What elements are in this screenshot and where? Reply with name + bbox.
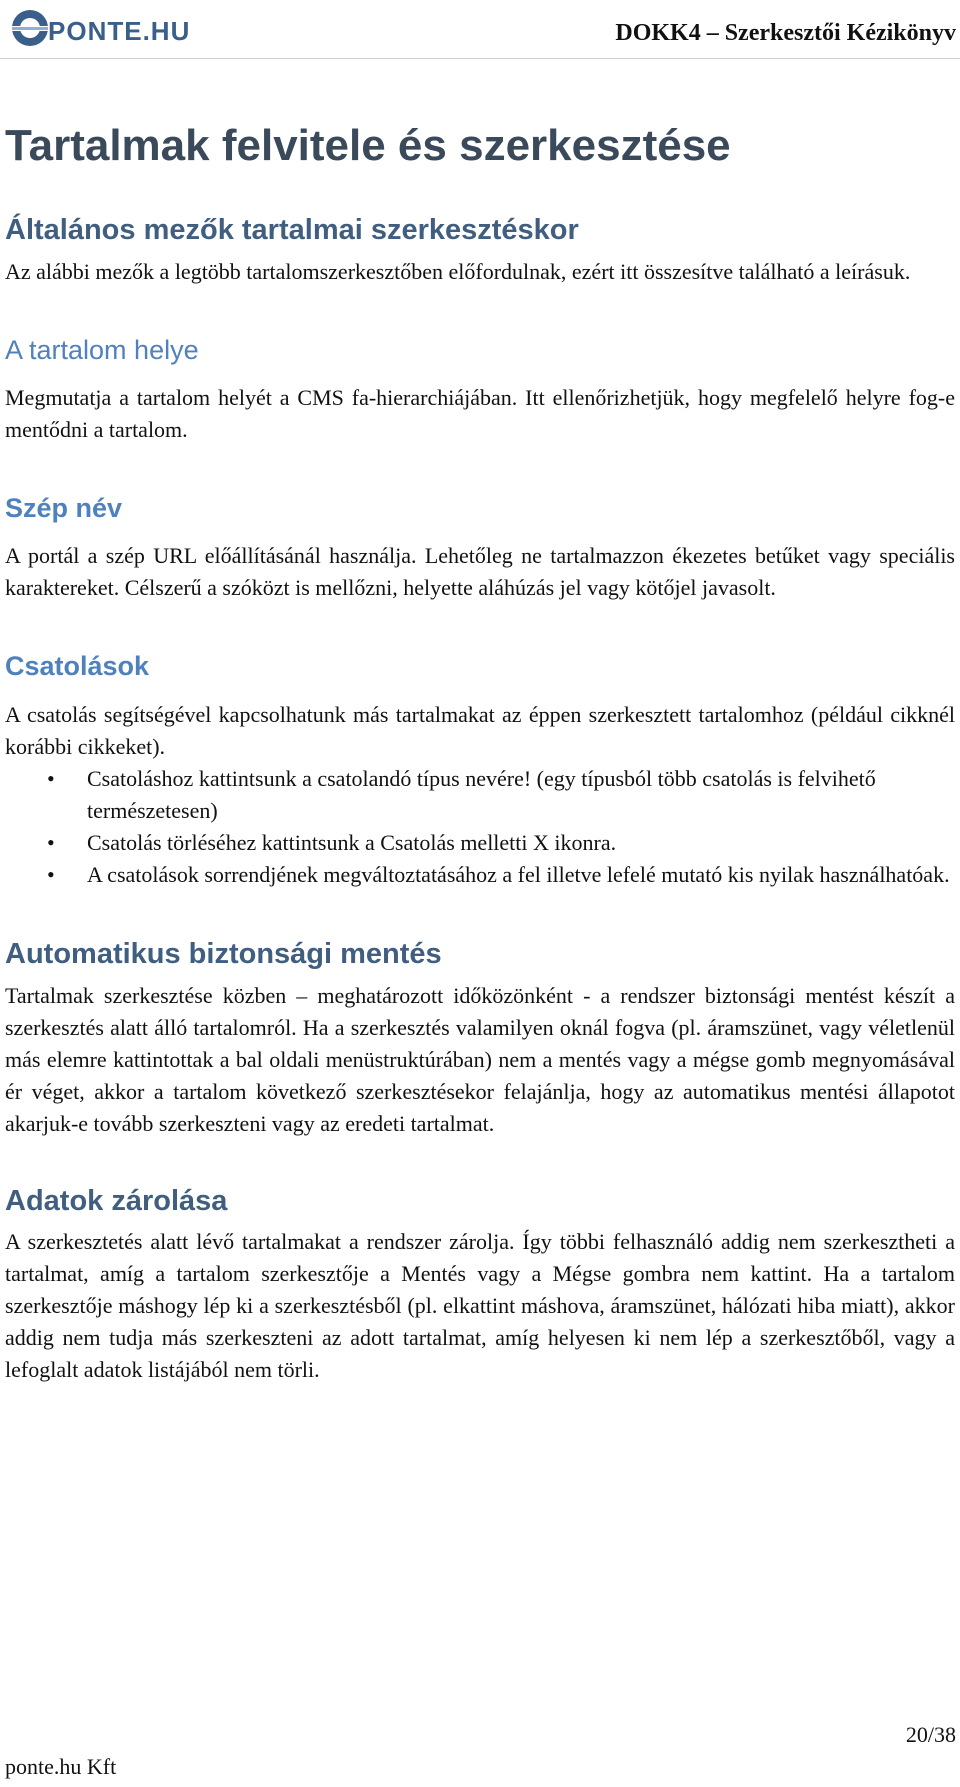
ponte-logo [8, 4, 218, 52]
subsection-heading: Szép név [5, 492, 123, 523]
list-item [5, 827, 955, 859]
header-divider [0, 58, 960, 59]
section-text: Tartalmak szerkesztése közben – meghatározott időközönként - a rendszer biztonsági mentést készít a szerkesztés alatt álló tartalomról. Ha a szerkesztés valamilyen oknál fogva (pl. áramszünet, vagy véletlenül más elemre kattintottak a bal oldali menüstruktúrában) nem a mentés vagy a mégse gomb megnyomásával ér véget, akkor a tartalom következő szerkesztésekor felajánlja, hogy az automatikus mentési állapotot akarjuk-e tovább szerkeszteni vagy az eredeti tartalmat. [5, 982, 955, 1136]
svg-text:PONTE.HU: PONTE.HU [48, 16, 191, 46]
page-header [0, 0, 960, 64]
bullet-icon: • [47, 765, 55, 791]
list-item [5, 859, 955, 891]
section-location [5, 334, 955, 446]
page-number: 20/38 [905, 1722, 956, 1747]
list-item-text: A csatolások sorrendjének megváltoztatásához a fel illetve lefelé mutató kis nyilak használhatóak. [87, 861, 950, 887]
section-autosave [5, 937, 955, 1140]
list-item-text: Csatoláshoz kattintsunk a csatolandó típus nevére! (egy típusból több csatolás is felvihető természetesen) [87, 765, 876, 823]
page-content [5, 120, 955, 1432]
subsection-heading: A tartalom helye [5, 334, 199, 365]
ponte-logo-icon [8, 4, 208, 50]
section-text: A portál a szép URL előállításánál használja. Lehetőleg ne tartalmazzon ékezetes betűket vagy speciális karaktereket. Célszerű a szóközt is mellőzni, helyette aláhúzás jel vagy kötőjel javasolt. [5, 543, 955, 601]
subsection-heading: Csatolások [5, 651, 150, 682]
section-heading: Automatikus biztonsági mentés [5, 937, 442, 970]
bullet-icon: • [47, 829, 55, 855]
main-title: Tartalmak felvitele és szerkesztése [5, 121, 731, 170]
section-attachments [5, 650, 955, 890]
section-general [5, 213, 955, 288]
section-text: A csatolás segítségével kapcsolhatunk más tartalmakat az éppen szerkesztett tartalomhoz (például cikknél korábbi cikkeket). [5, 701, 955, 759]
section-text: Az alábbi mezők a legtöbb tartalomszerkesztőben előfordulnak, ezért itt összesítve található a leírásuk. [5, 258, 911, 284]
section-text: Megmutatja a tartalom helyét a CMS fa-hierarchiájában. Itt ellenőrizhetjük, hogy megfelelő helyre fog-e mentődni a tartalom. [5, 384, 955, 442]
section-heading: Általános mezők tartalmai szerkesztéskor [5, 213, 579, 246]
list-item [5, 763, 955, 827]
section-locking [5, 1184, 955, 1387]
list-item-text: Csatolás törléséhez kattintsunk a Csatolás melletti X ikonra. [87, 829, 617, 855]
attachments-list [5, 763, 955, 891]
bullet-icon: • [47, 861, 55, 887]
company-name: ponte.hu Kft [5, 1754, 117, 1779]
document-title: DOKK4 – Szerkesztői Kézikönyv [615, 20, 956, 46]
section-heading: Adatok zárolása [5, 1184, 228, 1217]
section-text: A szerkesztetés alatt lévő tartalmakat a rendszer zárolja. Így többi felhasználó addig nem szerkesztheti a tartalmat, amíg a tartalom szerkesztője a Mentés vagy a Mégse gombra nem kattint. Ha a tartalom szerkesztője máshogy lép ki a szerkesztésből (pl. elkattint máshova, áramszünet, hálózati hiba miatt), akkor addig nem tudja más szerkeszteni az adott tartalmat, amíg helyesen ki nem lép a szerkesztőből, vagy a lefoglalt adatok listájából nem törli. [5, 1229, 955, 1383]
section-nice-name [5, 492, 955, 604]
